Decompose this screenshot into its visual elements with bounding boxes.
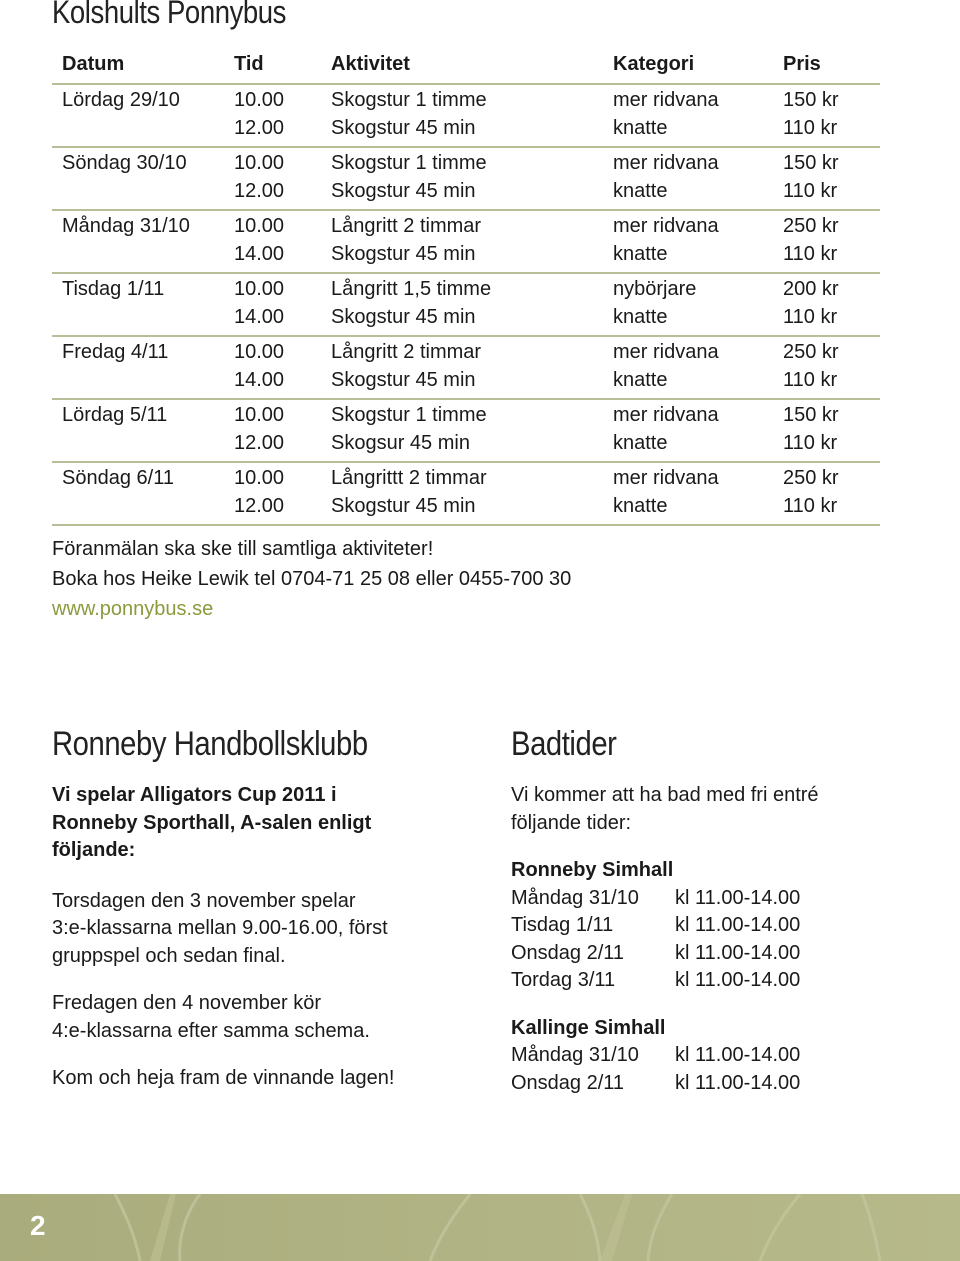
cell-price: 110 kr — [783, 368, 838, 391]
cell-activity: Långritt 1,5 timme — [331, 278, 492, 300]
header-price: Pris — [783, 53, 821, 75]
bath-time: kl 11.00-14.00 — [675, 914, 801, 936]
cell-time: 12.00 — [234, 431, 285, 454]
table-row — [52, 241, 880, 269]
list-item — [511, 1070, 931, 1098]
bath-day: Måndag 31/10 — [511, 1044, 639, 1066]
page-footer — [0, 1194, 960, 1261]
handboll-title: Ronneby Handbollsklubb — [52, 725, 368, 763]
cell-price: 150 kr — [783, 89, 839, 111]
schedule-day-group — [52, 337, 880, 400]
booking-notes — [52, 534, 571, 624]
cell-category: mer ridvana — [613, 404, 719, 426]
cell-category: nybörjare — [613, 278, 697, 300]
cell-category: knatte — [613, 179, 668, 202]
cell-date: Fredag 4/11 — [62, 341, 169, 363]
cell-price: 110 kr — [783, 305, 838, 328]
cell-price: 250 kr — [783, 215, 839, 237]
cell-time: 14.00 — [234, 368, 285, 391]
cell-price: 250 kr — [783, 341, 839, 363]
table-row — [52, 430, 880, 458]
cell-price: 150 kr — [783, 404, 839, 426]
cell-activity: Skogstur 1 timme — [331, 152, 487, 174]
table-row — [52, 87, 880, 115]
cell-activity: Skogstur 45 min — [331, 368, 476, 391]
cell-category: mer ridvana — [613, 341, 719, 363]
cell-time: 10.00 — [234, 152, 285, 174]
handboll-paragraph-1: Torsdagen den 3 november spelar 3:e-klassarna mellan 9.00-16.00, först gruppspel och sedan final. — [52, 889, 388, 967]
cell-date — [52, 493, 234, 521]
cell-date: Söndag 30/10 — [62, 152, 187, 174]
table-row — [52, 493, 880, 521]
cell-activity: Långritt 2 timmar — [331, 341, 482, 363]
cell-time: 10.00 — [234, 89, 285, 111]
header-date: Datum — [62, 53, 125, 75]
table-row — [52, 465, 880, 493]
table-row — [52, 178, 880, 206]
schedule-table — [52, 44, 880, 526]
venue-name: Ronneby Simhall — [511, 859, 674, 881]
bath-day: Tordag 3/11 — [511, 969, 616, 991]
handboll-intro: Vi spelar Alligators Cup 2011 i Ronneby Sporthall, A-salen enligt följande: — [52, 784, 372, 861]
schedule-day-group — [52, 85, 880, 148]
bath-venues — [511, 857, 931, 1097]
header-activity: Aktivitet — [331, 53, 410, 75]
cell-category: knatte — [613, 368, 668, 391]
list-item — [511, 1042, 931, 1070]
schedule-day-group — [52, 148, 880, 211]
cell-date: Tisdag 1/11 — [62, 278, 165, 300]
bath-day: Onsdag 2/11 — [511, 1071, 625, 1094]
badtider-title: Badtider — [511, 725, 617, 763]
cell-date: Lördag 5/11 — [62, 404, 168, 426]
schedule-header-row — [52, 44, 880, 85]
bath-time: kl 11.00-14.00 — [675, 941, 801, 964]
cell-date — [52, 115, 234, 143]
cell-activity: Långritt 2 timmar — [331, 215, 482, 237]
list-item — [511, 940, 931, 968]
header-category: Kategori — [613, 53, 695, 75]
cell-date: Lördag 29/10 — [62, 89, 180, 111]
cell-category: knatte — [613, 116, 668, 139]
cell-time: 12.00 — [234, 494, 285, 517]
cell-date — [52, 241, 234, 269]
cell-price: 110 kr — [783, 494, 838, 517]
list-item — [511, 967, 931, 995]
cell-date — [52, 178, 234, 206]
cell-category: knatte — [613, 305, 668, 328]
page-number: 2 — [30, 1210, 46, 1241]
cell-category: mer ridvana — [613, 152, 719, 174]
bath-time: kl 11.00-14.00 — [675, 1071, 801, 1094]
schedule-day-group — [52, 274, 880, 337]
cell-category: knatte — [613, 494, 668, 517]
bath-day: Onsdag 2/11 — [511, 941, 625, 964]
cell-date — [52, 367, 234, 395]
cell-time: 14.00 — [234, 305, 285, 328]
ponnybus-link[interactable]: www.ponnybus.se — [52, 598, 214, 620]
table-row — [52, 367, 880, 395]
table-row — [52, 150, 880, 178]
cell-time: 14.00 — [234, 242, 285, 265]
venue-name: Kallinge Simhall — [511, 1016, 666, 1039]
bath-time: kl 11.00-14.00 — [675, 1044, 801, 1066]
table-row — [52, 115, 880, 143]
cell-time: 10.00 — [234, 341, 285, 363]
badtider-section — [511, 722, 931, 1097]
cell-activity: Skogsur 45 min — [331, 431, 470, 454]
handboll-paragraph-3: Kom och heja fram de vinnande lagen! — [52, 1067, 395, 1089]
cell-activity: Skogstur 45 min — [331, 305, 476, 328]
cell-activity: Skogstur 1 timme — [331, 404, 487, 426]
cell-category: knatte — [613, 242, 668, 265]
table-row — [52, 213, 880, 241]
cell-time: 10.00 — [234, 278, 285, 300]
cell-price: 110 kr — [783, 116, 838, 139]
table-row — [52, 276, 880, 304]
cell-price: 110 kr — [783, 179, 838, 202]
grass-decoration — [0, 1194, 960, 1261]
cell-date: Måndag 31/10 — [62, 215, 190, 237]
bath-time: kl 11.00-14.00 — [675, 886, 801, 909]
schedule-day-group — [52, 211, 880, 274]
cell-time: 12.00 — [234, 116, 285, 139]
bath-venue — [511, 1015, 931, 1098]
cell-category: knatte — [613, 431, 668, 454]
list-item — [511, 912, 931, 940]
cell-activity: Skogstur 45 min — [331, 116, 476, 139]
bath-day: Måndag 31/10 — [511, 886, 639, 909]
preregistration-note: Föranmälan ska ske till samtliga aktiviteter! — [52, 538, 434, 560]
cell-category: mer ridvana — [613, 215, 719, 237]
ponnybus-title: Kolshults Ponnybus — [52, 0, 286, 30]
cell-time: 10.00 — [234, 215, 285, 237]
cell-time: 12.00 — [234, 179, 285, 202]
table-row — [52, 339, 880, 367]
cell-price: 200 kr — [783, 278, 839, 300]
schedule-day-group — [52, 463, 880, 526]
cell-price: 250 kr — [783, 467, 839, 489]
handboll-paragraph-2: Fredagen den 4 november kör 4:e-klassarna efter samma schema. — [52, 992, 370, 1042]
cell-date — [52, 304, 234, 332]
cell-price: 150 kr — [783, 152, 839, 174]
cell-activity: Skogstur 45 min — [331, 242, 476, 265]
bath-day: Tisdag 1/11 — [511, 914, 614, 936]
bath-venue — [511, 857, 931, 995]
cell-time: 10.00 — [234, 404, 285, 426]
cell-category: mer ridvana — [613, 89, 719, 111]
cell-activity: Skogstur 45 min — [331, 494, 476, 517]
header-time: Tid — [234, 53, 264, 75]
bath-time: kl 11.00-14.00 — [675, 969, 801, 991]
table-row — [52, 402, 880, 430]
cell-activity: Skogstur 1 timme — [331, 89, 487, 111]
list-item — [511, 885, 931, 913]
schedule-day-group — [52, 400, 880, 463]
cell-activity: Skogstur 45 min — [331, 179, 476, 202]
cell-date — [52, 430, 234, 458]
cell-price: 110 kr — [783, 242, 838, 265]
table-row — [52, 304, 880, 332]
handboll-section — [52, 722, 452, 1093]
cell-category: mer ridvana — [613, 467, 719, 489]
cell-activity: Långrittt 2 timmar — [331, 467, 487, 489]
booking-contact: Boka hos Heike Lewik tel 0704-71 25 08 eller 0455-700 30 — [52, 568, 572, 590]
cell-time: 10.00 — [234, 467, 285, 489]
cell-date: Söndag 6/11 — [62, 467, 174, 489]
cell-price: 110 kr — [783, 431, 838, 454]
schedule-body — [52, 85, 880, 526]
badtider-intro: Vi kommer att ha bad med fri entré följande tider: — [511, 784, 819, 834]
